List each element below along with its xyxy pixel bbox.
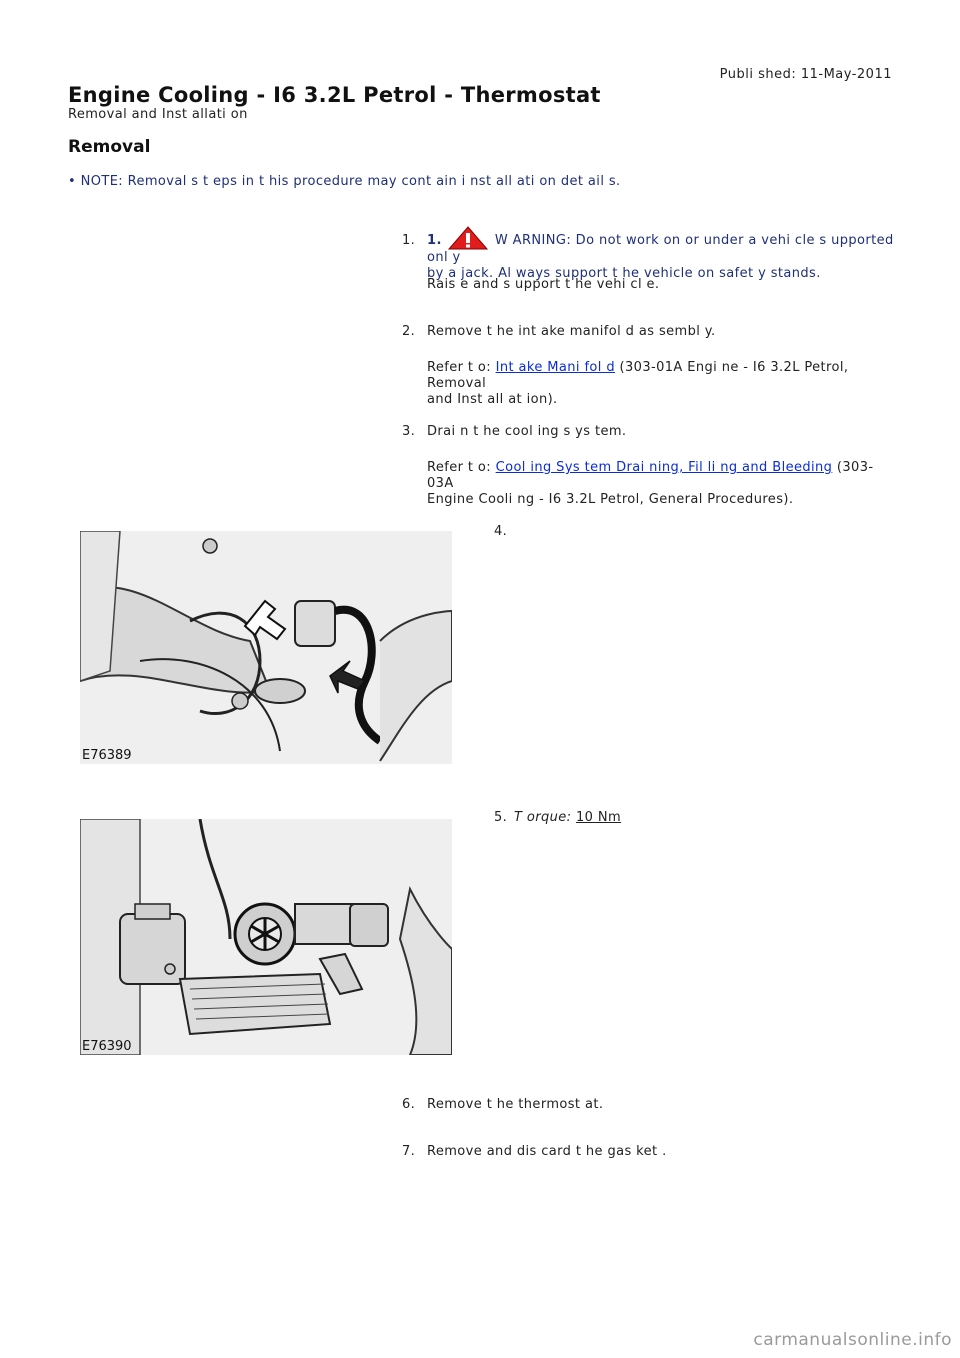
step-1-inline-number: 1.: [427, 233, 442, 248]
step-3-refer-suffix-1: (303-03A: [427, 460, 874, 491]
step-6-number: 6.: [402, 1097, 416, 1112]
torque-label: T orque:: [514, 810, 572, 825]
step-7-text: Remove and dis card t he gas ket .: [427, 1144, 667, 1159]
step-7-number: 7.: [402, 1144, 416, 1159]
step-1-number: 1.: [402, 233, 416, 248]
step-3-reference: [427, 460, 897, 508]
figure-e76390-label: E76390: [82, 1039, 132, 1054]
figure-e76390: [80, 819, 452, 1055]
step-2-reference: [427, 360, 897, 408]
figure-e76389-label: E76389: [82, 748, 132, 763]
sensor-connector: [295, 601, 335, 646]
step-2-refer-suffix-2: and Inst all at ion).: [427, 392, 558, 407]
cooling-system-link[interactable]: Cool ing Sys tem Drai ning, Fil li ng and Bleeding: [495, 460, 833, 475]
step-3-refer-suffix-2: Engine Cooli ng - I6 3.2L Petrol, General Procedures).: [427, 492, 794, 507]
torque-value: 10 Nm: [576, 810, 622, 825]
intake-manifold-link[interactable]: Int ake Mani fol d: [495, 360, 615, 375]
step-2-text: Remove t he int ake manifol d as sembl y.: [427, 324, 716, 339]
warning-icon: [448, 226, 488, 250]
sensor-connector: [350, 904, 388, 946]
step-2-refer-prefix: Refer t o:: [427, 360, 492, 375]
step-5-number: 5.: [494, 810, 508, 825]
step-4-number: 4.: [494, 524, 508, 539]
step-3-refer-prefix: Refer t o:: [427, 460, 492, 475]
step-2-number: 2.: [402, 324, 416, 339]
step-3-text: Drai n t he cool ing s ys tem.: [427, 424, 627, 439]
published-date: Publi shed: 11-May-2011: [719, 67, 892, 82]
step-1-warning-line1: W ARNING: Do not work on or under a vehi cle s upported onl y: [427, 233, 894, 265]
oil-filter-shape: [120, 914, 185, 984]
page-title: Engine Cooling - I6 3.2L Petrol - Thermostat: [68, 83, 601, 107]
step-1-warning-line2: by a jack. Al ways support t he vehicle on safet y stands.: [427, 266, 821, 281]
step-3-number: 3.: [402, 424, 416, 439]
step-2-refer-suffix-1: (303-01A Engi ne - I6 3.2L Petrol, Removal: [427, 360, 849, 391]
step-5-torque: [514, 810, 621, 826]
removal-note: • NOTE: Removal s t eps in t his procedure may cont ain i nst all ati on det ail s.: [68, 174, 621, 189]
figure-e76389: [80, 531, 452, 764]
section-title: Removal: [68, 137, 151, 157]
footer-watermark: carmanualsonline.info: [753, 1330, 952, 1350]
step-1-warning: [427, 226, 897, 282]
page-subtitle: Removal and Inst allati on: [68, 107, 248, 122]
step-6-text: Remove t he thermost at.: [427, 1097, 604, 1112]
step-1-text: Rais e and s upport t he vehi cl e.: [427, 277, 660, 292]
